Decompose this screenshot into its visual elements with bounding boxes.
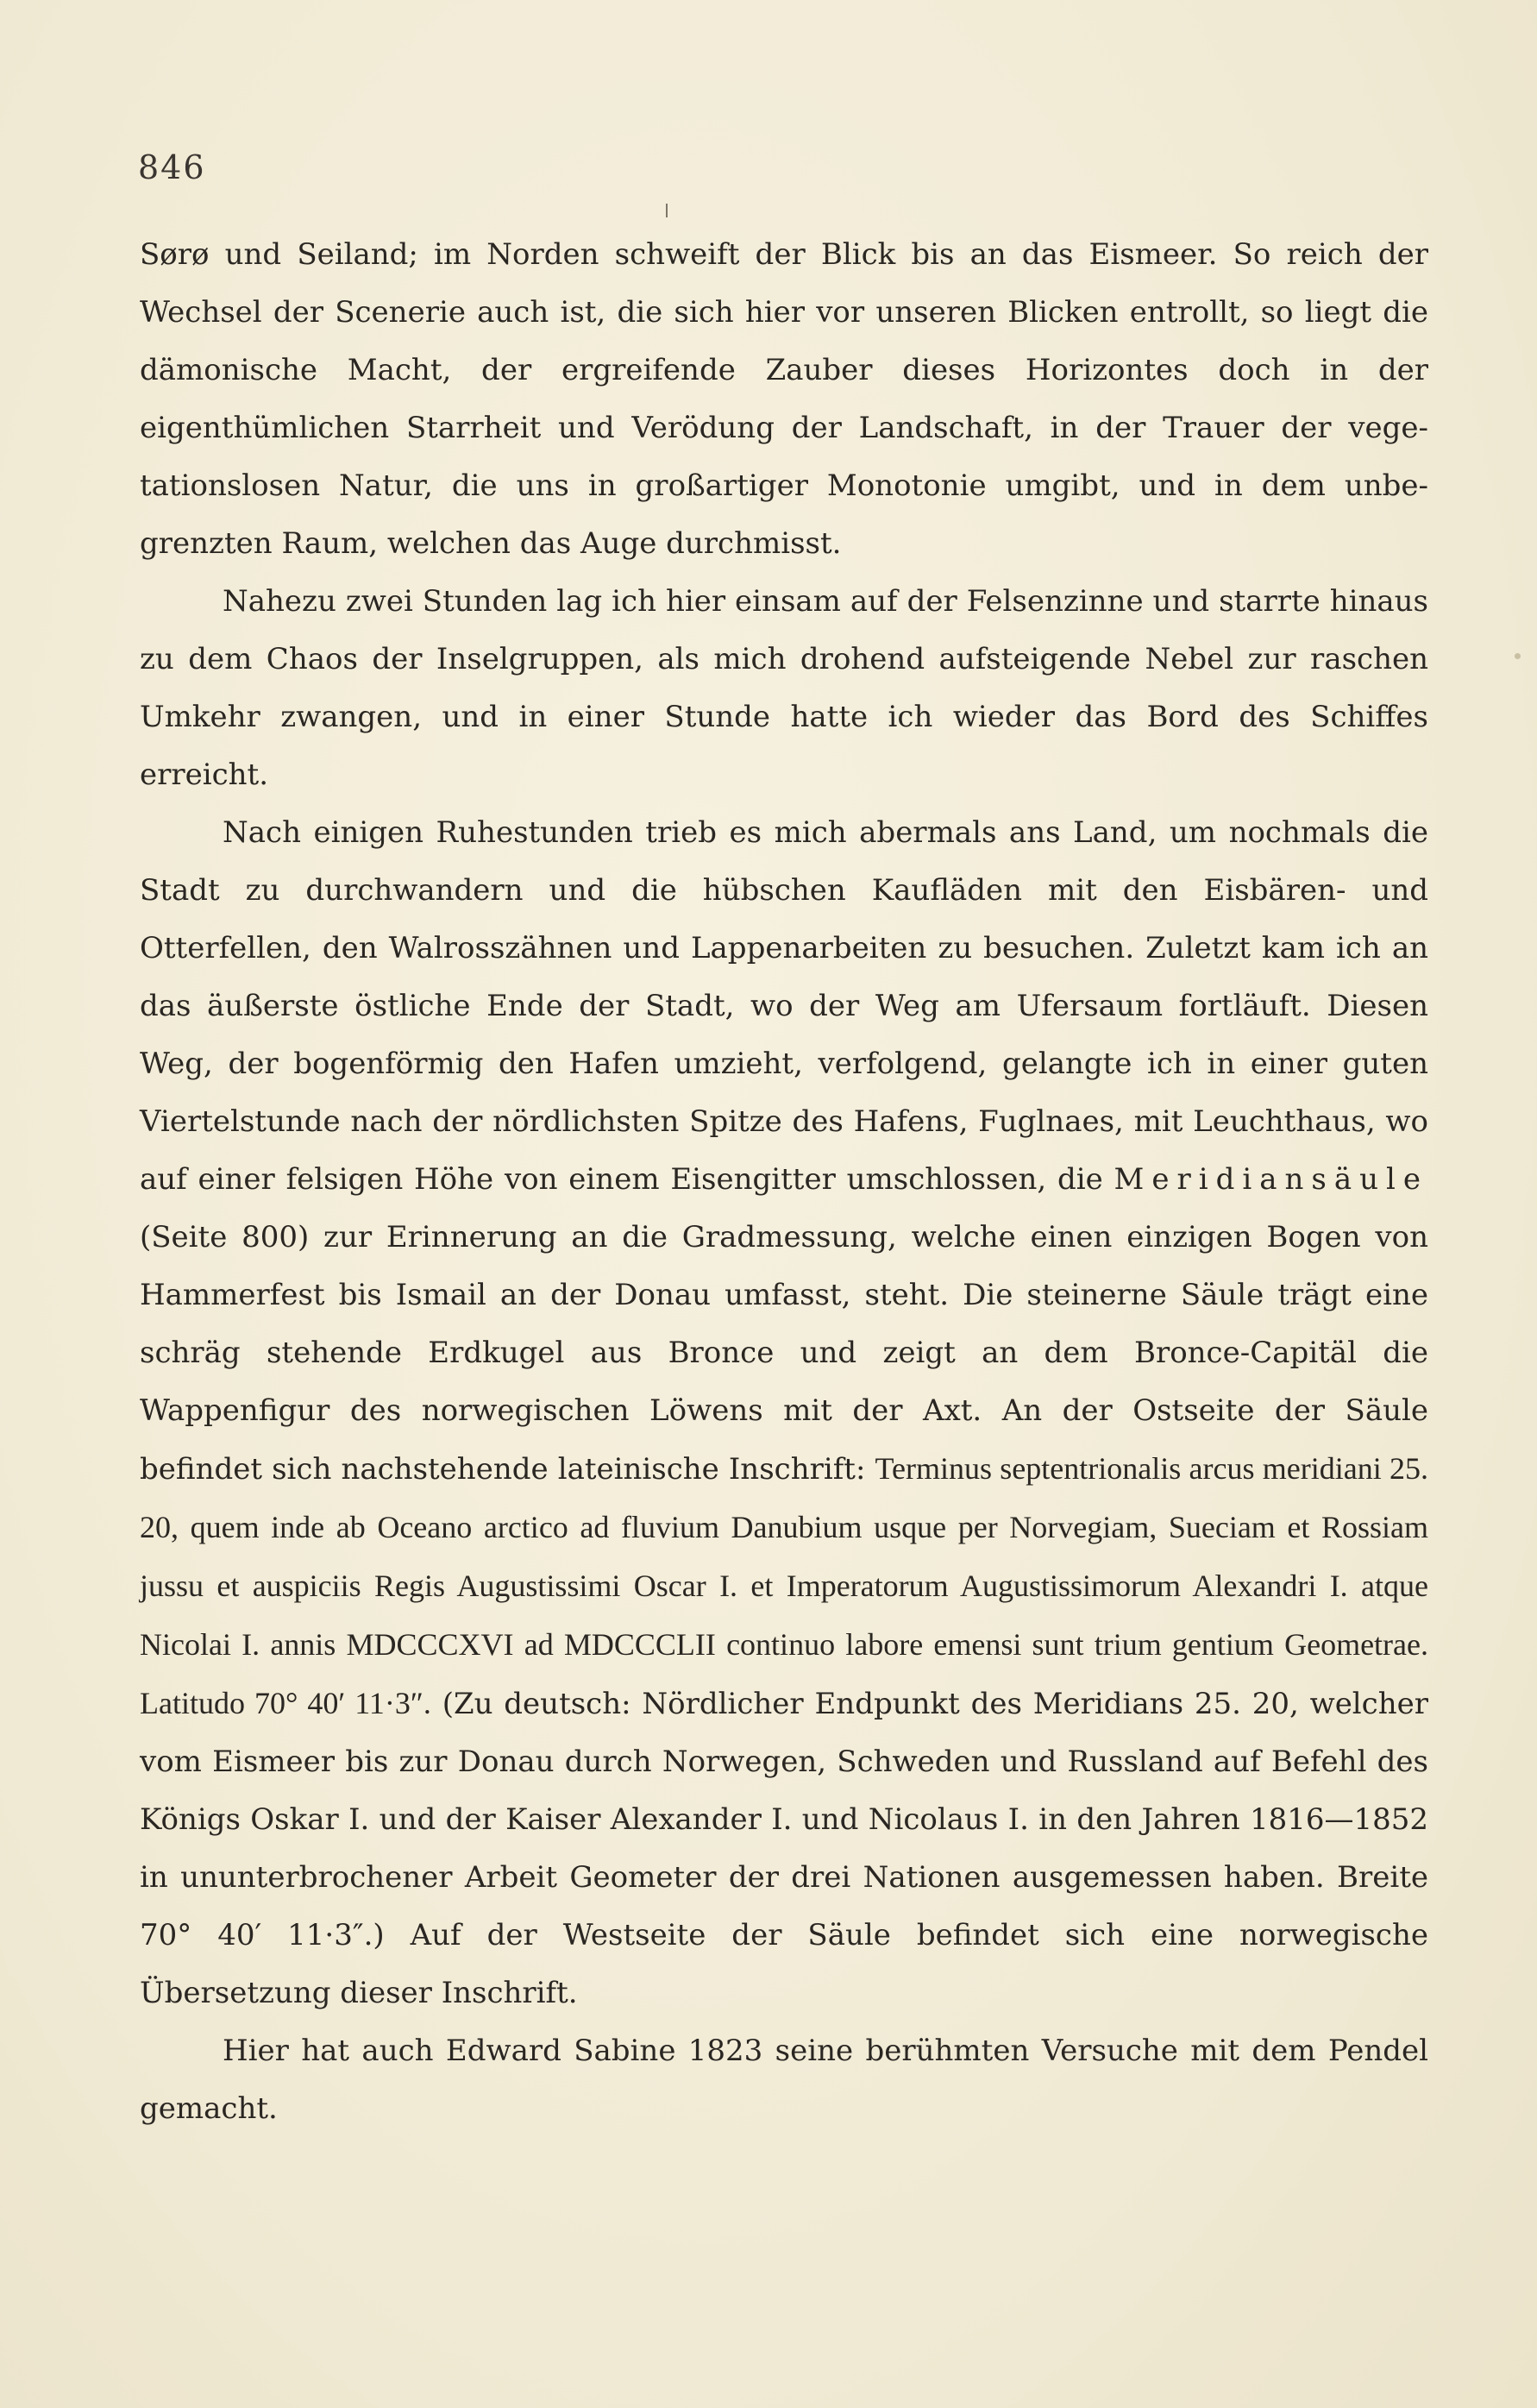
paragraph-3-translation: (Zu deutsch: Nördlicher Endpunkt des Meridians 25. 20, welcher vom Eismeer bis zur Donau durch Norwegen, Schweden und Russland auf Befehl des Königs Oskar I. und der Kaiser Alexander I. und Nicolaus I. in den Jahren 1816—1852 in ununterbrochener Arbeit Geometer der drei Nationen ausgemessen haben. Breite 70° 40′ 11·3″.) Auf der Westseite der Säule befindet sich eine norwegische Übersetzung dieser Inschrift. bbox=[140, 1687, 1428, 2010]
paragraph-2: Nahezu zwei Stunden lag ich hier einsam auf der Felsenzinne und starrte hinaus zu dem Chaos der Inselgruppen, als mich drohend aufsteigende Nebel zur raschen Umkehr zwangen, und in einer Stunde hatte ich wieder das Bord des Schiffes erreicht. bbox=[140, 584, 1428, 792]
page-number: 846 bbox=[138, 148, 206, 186]
print-mark bbox=[666, 204, 668, 217]
latin-inscription: Terminus septentrionalis arcus meridiani 25. 20, quem inde ab Oceano arctico ad fluvium Danubium usque per Norvegiam, Sueciam et Rossiam jussu et auspiciis Regis Augustissimi Oscar I. et Imperatorum Augustissimorum Alexandri I. atque Nicolai I. annis MDCCCXVI ad MDCCCLII continuo labore emensi sunt trium gentium Geometrae. Latitudo 70° 40′ 11·3″. bbox=[140, 1451, 1428, 1720]
paragraph-3-intro: Nach einigen Ruhestunden trieb es mich abermals ans Land, um nochmals die Stadt zu durchwandern und die hübschen Kaufläden mit den Eisbären- und Otterfellen, den Walrosszähnen und Lappenarbeiten zu besuchen. Zuletzt kam ich an das äußerste östliche Ende der Stadt, wo der Weg am Ufersaum fortläuft. Diesen Weg, der bogenförmig den Hafen umzieht, verfolgend, gelangte ich in einer guten Viertelstunde nach der nördlichsten Spitze des Hafens, Fuglnaes, mit Leuchthaus, wo auf einer felsigen Höhe von einem Eisengitter umschlossen, die bbox=[140, 815, 1428, 1197]
paragraph-3 bbox=[140, 804, 1428, 2022]
body-text bbox=[140, 226, 1428, 2138]
paragraph-3-middle: (Seite 800) zur Erinnerung an die Gradmessung, welche einen einzigen Bogen von Hammerfest bis Ismail an der Donau umfasst, steht. Die steinerne Säule trägt eine schräg stehende Erdkugel aus Bronce und zeigt an dem Bronce-Capitäl die Wappenfigur des norwegischen Löwens mit der Axt. An der Ostseite der Säule befindet sich nachstehende lateinische Inschrift: bbox=[140, 1220, 1428, 1487]
paragraph-1: Sørø und Seiland; im Norden schweift der Blick bis an das Eismeer. So reich der Wechsel der Scenerie auch ist, die sich hier vor unseren Blicken entrollt, so liegt die dämonische Macht, der ergreifende Zauber dieses Horizontes doch in der eigenthümlichen Starrheit und Verödung der Landschaft, in der Trauer der vegetationslosen Natur, die uns in großartiger Monotonie umgibt, und in dem unbegrenzten Raum, welchen das Auge durchmisst. bbox=[140, 237, 1428, 561]
paragraph-4: Hier hat auch Edward Sabine 1823 seine berühmten Versuche mit dem Pendel gemacht. bbox=[140, 2034, 1428, 2126]
paper-speck bbox=[1515, 653, 1521, 659]
meridian-column-term: Meridiansäule bbox=[1114, 1162, 1428, 1197]
